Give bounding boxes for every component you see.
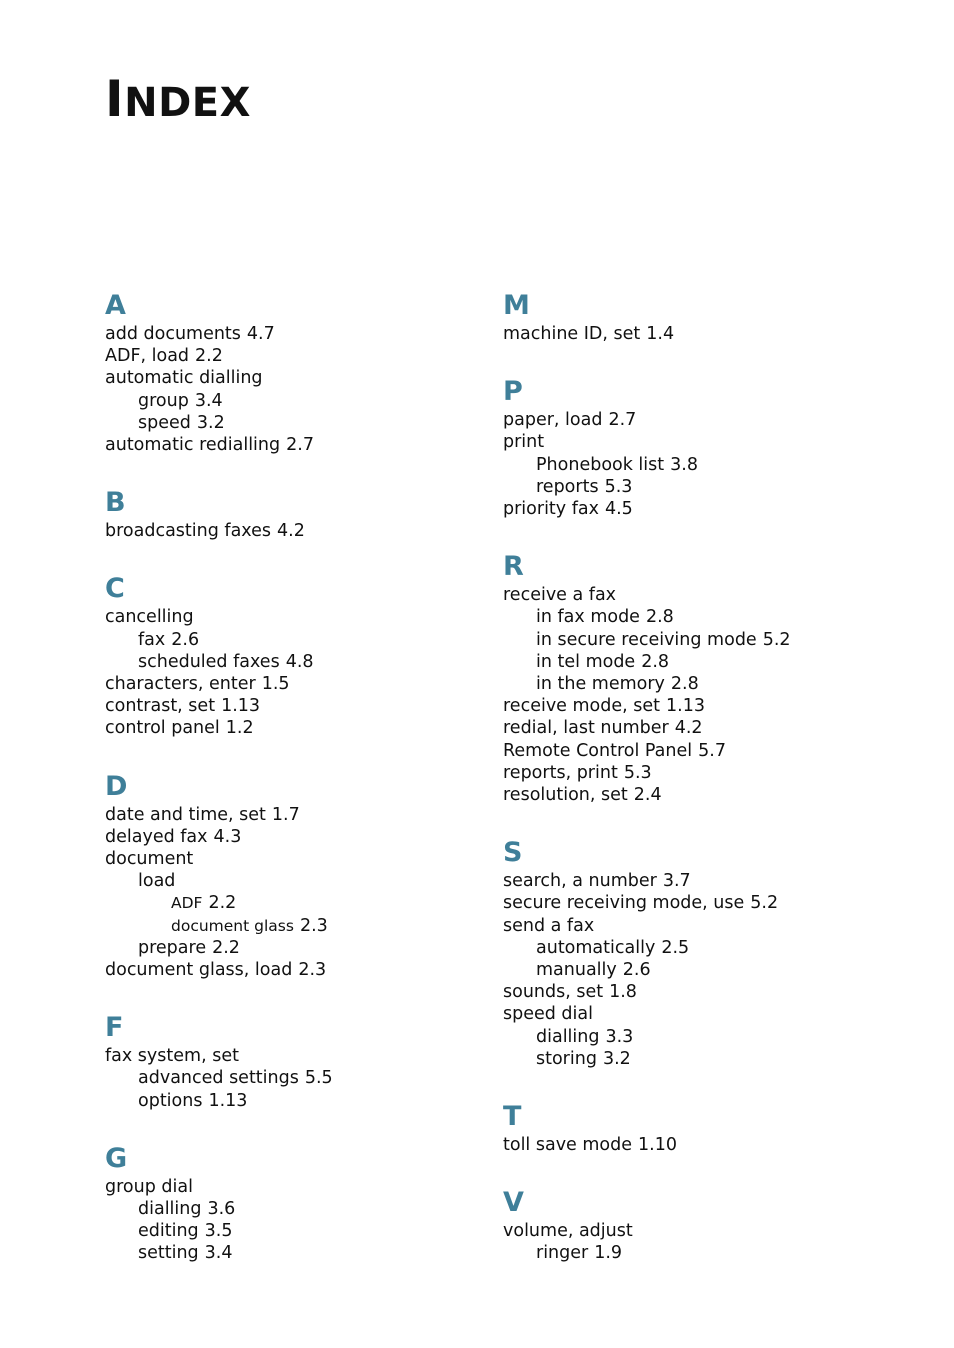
entry-term: in fax mode <box>536 607 640 628</box>
index-entry <box>105 848 485 870</box>
index-section-f <box>105 1011 485 1112</box>
entry-page-ref: 2.2 <box>195 346 223 367</box>
index-entry <box>503 409 923 431</box>
entry-page-ref: 1.4 <box>646 324 675 344</box>
entry-page-ref: 5.5 <box>304 1068 333 1089</box>
index-entry <box>105 345 485 367</box>
entry-page-ref: 3.3 <box>605 1026 634 1047</box>
entry-term: dialling <box>138 1199 202 1220</box>
index-section-t <box>503 1100 923 1156</box>
entry-term: reports <box>536 476 599 497</box>
entry-page-ref: 5.3 <box>623 762 652 783</box>
entry-page-ref: 3.4 <box>204 1243 233 1264</box>
entry-term: control panel <box>105 718 220 739</box>
index-section-r <box>503 550 923 806</box>
index-entry <box>503 915 923 937</box>
entry-page-ref: 3.2 <box>196 412 225 433</box>
entry-term: editing <box>138 1221 199 1242</box>
index-entry <box>105 412 485 434</box>
entry-term: resolution, set <box>503 785 628 806</box>
index-entry <box>503 454 923 476</box>
index-entry <box>503 1003 923 1025</box>
section-letter: A <box>105 290 126 321</box>
index-entry <box>503 740 923 762</box>
section-letter: M <box>503 290 530 321</box>
index-entry <box>105 937 485 959</box>
index-section-v <box>503 1186 923 1264</box>
index-entry <box>105 323 485 345</box>
entry-page-ref: 2.7 <box>608 410 637 431</box>
index-entry <box>503 892 923 914</box>
entry-page-ref: 1.2 <box>225 718 254 739</box>
entry-page-ref: 2.6 <box>171 629 200 650</box>
index-entry <box>105 959 485 981</box>
entry-term: toll save mode <box>503 1135 633 1156</box>
index-entry <box>503 476 923 498</box>
section-letter: F <box>105 1012 124 1044</box>
entry-page-ref: 1.13 <box>666 696 705 717</box>
entry-term: advanced settings <box>138 1068 299 1089</box>
index-entry <box>503 1048 923 1070</box>
index-entry <box>503 629 923 651</box>
page-title-rest: NDEX <box>124 80 251 126</box>
index-entry <box>503 870 923 892</box>
entry-page-ref: 5.2 <box>762 629 791 650</box>
entry-term: automatic redialling <box>105 435 281 456</box>
entry-page-ref: 1.13 <box>208 1090 248 1111</box>
entry-page-ref: 3.2 <box>602 1048 631 1069</box>
page-title-initial: I <box>105 70 125 128</box>
section-letter: R <box>503 551 524 583</box>
entry-term: sounds, set <box>503 982 604 1003</box>
index-section-d <box>105 770 485 982</box>
entry-page-ref: 5.7 <box>698 740 726 761</box>
entry-page-ref: 2.3 <box>299 915 328 936</box>
section-letter: V <box>503 1187 524 1219</box>
entry-term: secure receiving mode, use <box>503 893 745 914</box>
entry-term: options <box>138 1090 203 1111</box>
entry-term: broadcasting faxes <box>105 521 271 542</box>
entry-term: add documents <box>105 324 241 344</box>
section-letter: C <box>105 573 125 605</box>
entry-term: contrast, set <box>105 696 216 717</box>
entry-term: automatic dialling <box>105 368 263 389</box>
entry-term: in the memory <box>536 674 665 695</box>
entry-page-ref: 1.13 <box>221 696 261 717</box>
entry-term: load <box>138 871 176 892</box>
index-entry <box>105 434 485 456</box>
index-entry <box>503 784 923 806</box>
entry-page-ref: 2.8 <box>670 674 699 695</box>
entry-term: volume, adjust <box>503 1221 633 1242</box>
entry-term: receive mode, set <box>503 696 661 717</box>
entry-term: speed <box>138 412 191 433</box>
entry-page-ref: 5.3 <box>604 476 633 497</box>
index-entry <box>105 870 485 892</box>
index-entry <box>105 695 485 717</box>
entry-page-ref: 1.8 <box>609 982 637 1003</box>
entry-page-ref: 2.2 <box>208 893 237 914</box>
section-letter: T <box>503 1101 522 1133</box>
entry-term: send a fax <box>503 915 595 936</box>
index-entry <box>105 1242 485 1264</box>
entry-term: priority fax <box>503 499 599 520</box>
entry-term: redial, last number <box>503 718 669 739</box>
index-entry <box>105 915 485 937</box>
entry-term: speed dial <box>503 1004 593 1025</box>
section-letter: D <box>105 770 128 802</box>
entry-term: setting <box>138 1243 199 1264</box>
index-entry <box>503 651 923 673</box>
entry-term: receive a fax <box>503 585 617 606</box>
index-entry <box>503 431 923 453</box>
entry-page-ref: 2.8 <box>645 607 674 628</box>
index-entry <box>105 1176 485 1198</box>
entry-term: prepare <box>138 937 207 958</box>
index-entry <box>503 1220 923 1242</box>
index-entry <box>503 695 923 717</box>
entry-term: document glass <box>171 916 294 935</box>
entry-page-ref: 1.5 <box>261 674 290 695</box>
index-entry <box>105 804 485 826</box>
index-entry <box>503 1134 923 1156</box>
index-entry <box>105 673 485 695</box>
entry-term: document <box>105 849 194 870</box>
entry-page-ref: 3.8 <box>670 454 698 475</box>
index-entry <box>105 717 485 739</box>
entry-page-ref: 4.3 <box>213 826 242 847</box>
entry-term: Phonebook list <box>536 454 665 475</box>
section-letter: B <box>105 487 126 519</box>
entry-page-ref: 3.5 <box>204 1221 233 1242</box>
index-column-right <box>503 289 923 1295</box>
entry-term: machine ID, set <box>503 324 641 344</box>
page-title <box>105 70 251 128</box>
entry-page-ref: 2.4 <box>633 785 662 806</box>
index-section-c <box>105 572 485 739</box>
index-section-b <box>105 486 485 542</box>
index-entry <box>105 520 485 542</box>
entry-page-ref: 1.10 <box>638 1135 677 1156</box>
index-entry <box>503 606 923 628</box>
index-entry <box>503 323 923 345</box>
index-entry <box>105 629 485 651</box>
index-section-m <box>503 289 923 345</box>
index-entry <box>105 1220 485 1242</box>
entry-page-ref: 2.2 <box>212 937 240 958</box>
entry-term: ADF <box>171 894 203 913</box>
index-entry <box>105 892 485 914</box>
index-entry <box>105 1198 485 1220</box>
entry-term: Remote Control Panel <box>503 740 693 761</box>
entry-term: ringer <box>536 1243 589 1264</box>
entry-term: fax system, set <box>105 1046 239 1067</box>
index-entry <box>105 367 485 389</box>
entry-term: paper, load <box>503 410 603 431</box>
index-entry <box>503 981 923 1003</box>
index-entry <box>105 1045 485 1067</box>
entry-term: search, a number <box>503 871 657 892</box>
entry-page-ref: 3.6 <box>207 1199 236 1220</box>
entry-term: delayed fax <box>105 826 208 847</box>
index-entry <box>503 717 923 739</box>
entry-page-ref: 3.4 <box>194 390 223 411</box>
index-entry <box>503 673 923 695</box>
index-entry <box>105 606 485 628</box>
index-entry <box>503 584 923 606</box>
entry-page-ref: 4.2 <box>674 718 703 739</box>
entry-term: fax <box>138 629 166 650</box>
entry-term: group <box>138 390 189 411</box>
entry-page-ref: 2.3 <box>298 960 327 981</box>
entry-term: date and time, set <box>105 804 266 825</box>
entry-page-ref: 2.5 <box>661 937 690 958</box>
entry-page-ref: 5.2 <box>750 893 779 914</box>
index-entry <box>503 1026 923 1048</box>
entry-term: group dial <box>105 1176 193 1197</box>
entry-page-ref: 2.7 <box>286 435 314 456</box>
section-letter: P <box>503 376 523 408</box>
entry-term: document glass, load <box>105 960 293 981</box>
entry-page-ref: 2.6 <box>622 960 651 981</box>
index-section-g <box>105 1142 485 1265</box>
index-entry <box>503 1242 923 1264</box>
entry-page-ref: 3.7 <box>662 871 691 892</box>
entry-page-ref: 1.9 <box>594 1243 623 1264</box>
section-letter: G <box>105 1142 128 1174</box>
entry-term: dialling <box>536 1026 600 1047</box>
entry-page-ref: 4.8 <box>285 651 314 672</box>
index-entry <box>503 498 923 520</box>
index-entry <box>105 826 485 848</box>
index-entry <box>105 651 485 673</box>
index-entry <box>105 1067 485 1089</box>
entry-term: reports, print <box>503 762 618 783</box>
entry-page-ref: 2.8 <box>641 651 670 672</box>
index-section-a <box>105 289 485 456</box>
index-section-s <box>503 836 923 1070</box>
entry-term: automatically <box>536 937 656 958</box>
index-column-left <box>105 289 485 1295</box>
index-section-p <box>503 375 923 520</box>
index-entry <box>503 959 923 981</box>
entry-term: in tel mode <box>536 651 636 672</box>
entry-term: characters, enter <box>105 674 256 695</box>
entry-term: ADF, load <box>105 346 190 367</box>
entry-page-ref: 1.7 <box>271 804 300 825</box>
entry-term: in secure receiving mode <box>536 629 757 650</box>
entry-page-ref: 4.7 <box>246 324 275 344</box>
entry-term: scheduled faxes <box>138 651 280 672</box>
index-entry <box>503 762 923 784</box>
section-letter: S <box>503 837 523 869</box>
entry-page-ref: 4.5 <box>604 499 633 520</box>
entry-term: storing <box>536 1048 597 1069</box>
entry-page-ref: 4.2 <box>277 521 305 542</box>
index-entry <box>503 937 923 959</box>
entry-term: manually <box>536 960 617 981</box>
entry-term: cancelling <box>105 607 194 628</box>
index-entry <box>105 1090 485 1112</box>
entry-term: print <box>503 432 545 453</box>
index-entry <box>105 390 485 412</box>
